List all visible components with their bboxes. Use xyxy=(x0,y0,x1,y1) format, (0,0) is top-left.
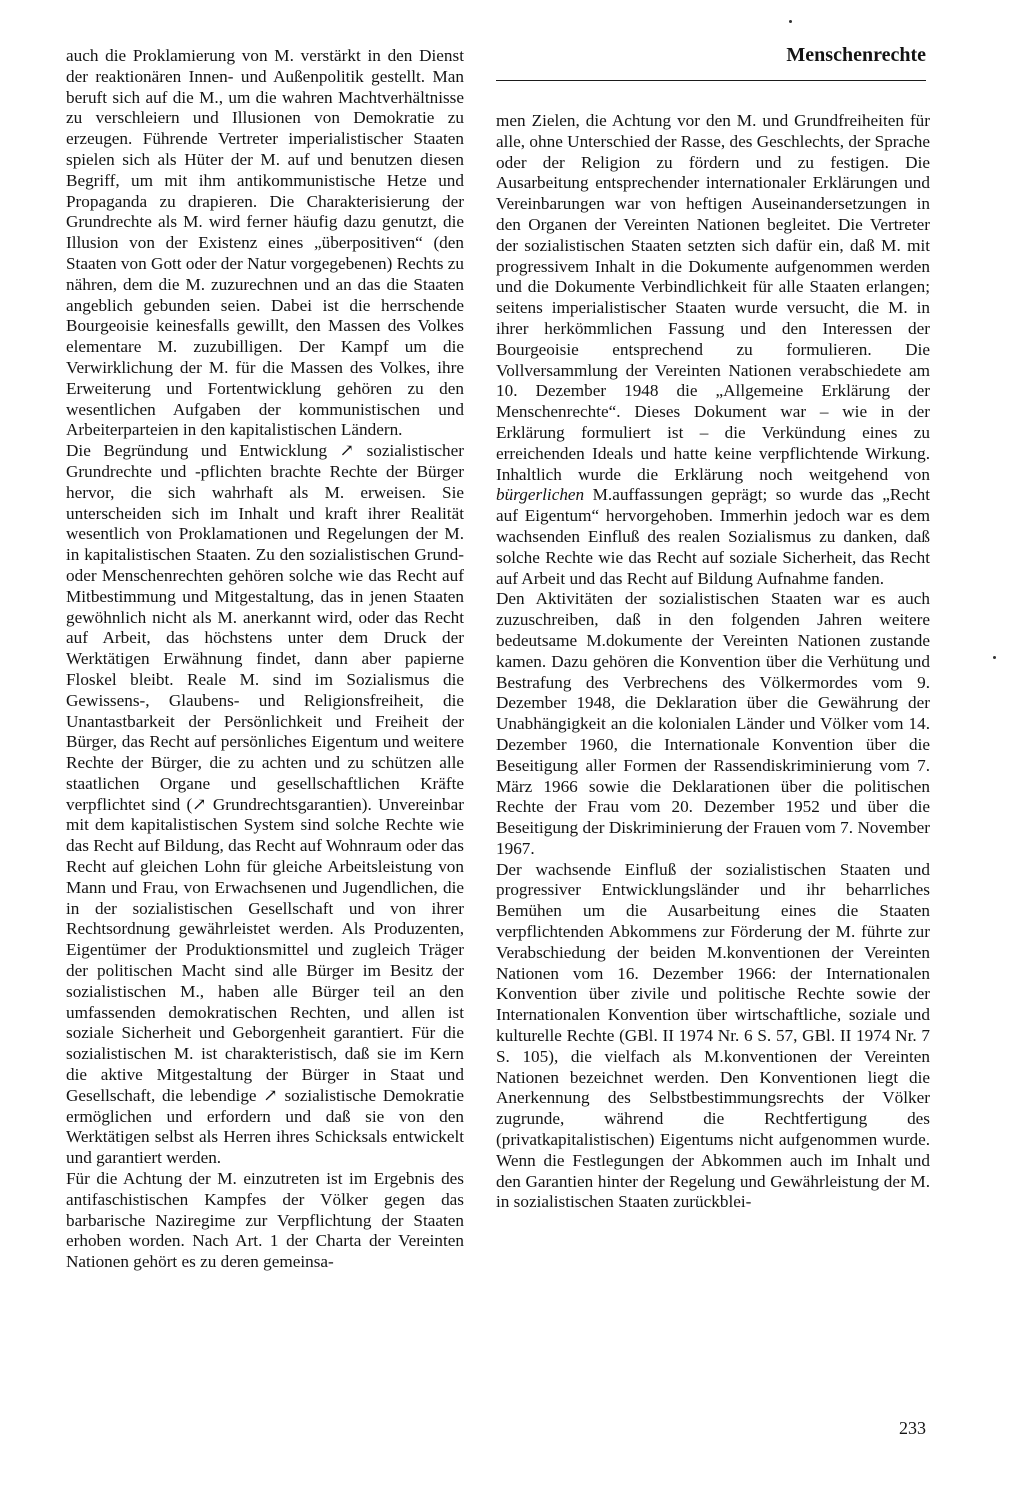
paragraph: Der wachsende Einfluß der sozialistischen Staaten und progressiver Entwicklungsländer und ihr beharrliches Bemühen um die Ausarbeitung eines die Staaten verpflichtenden Abkommens zur Förderung der M. führte zur Verabschiedung der beiden M.konventionen der Vereinten Nationen vom 16. Dezember 1966: der Internationalen Konvention über zivile und politische Rechte sowie der Internationalen Konvention über wirtschaftliche, soziale und kulturelle Rechte (GBl. II 1974 Nr. 6 S. 57, GBl. II 1974 Nr. 7 S. 105), die vielfach als M.konventionen der Vereinten Nationen bezeichnet werden. Den Konventionen liegt die Anerkennung des Selbstbestimmungsrechts der Völker zugrunde, während die Rechtfertigung des (privatkapitalistischen) Eigentums nicht aufgenommen wurde. Wenn die Festlegungen der Abkommen auch im Inhalt und den Garantien hinter der Regelung und Gewährleistung der M. in sozialistischen Staaten zurückblei- xyxy=(496,859,930,1212)
scan-speck xyxy=(789,20,792,23)
left-column xyxy=(66,46,464,1273)
header-rule xyxy=(496,80,926,81)
paragraph: Den Aktivitäten der sozialistischen Staaten war es auch zuzuschreiben, daß in den folgenden Jahren weitere bedeutsame M.dokumente der Vereinten Nationen zustande kamen. Dazu gehören die Konvention über die Verhütung und Bestrafung des Verbrechens des Völkermordes vom 9. Dezember 1948, die Deklaration über die Gewährung der Unabhängigkeit an die kolonialen Länder und Völker vom 14. Dezember 1960, die Internationale Konvention über die Beseitigung aller Formen der Rassendiskriminierung vom 7. März 1966 sowie die Deklarationen über die politischen Rechte der Frau vom 20. Dezember 1952 und über die Beseitigung der Diskriminierung der Frauen vom 7. November 1967. xyxy=(496,589,930,858)
text-run: M.auffassungen geprägt; so wurde das „Recht auf Eigentum“ hervorgehoben. Immerhin jedoch war es dem wachsenden Einfluß des realen Sozialismus zu danken, daß solche Rechte wie das Recht auf soziale Sicherheit, das Recht auf Arbeit und das Recht auf Bildung Aufnahme fanden. xyxy=(496,485,930,588)
scan-speck xyxy=(993,656,996,659)
page-number: 233 xyxy=(899,1418,926,1438)
paragraph xyxy=(496,111,930,589)
paragraph: auch die Proklamierung von M. verstärkt in den Dienst der reaktionären Innen- und Außenpolitik gestellt. Man beruft sich auf die M., um die wahren Machtverhältnisse zu verschleiern und Illusionen von Demokratie zu erzeugen. Führende Vertreter imperialistischer Staaten spielen sich als Hüter der M. auf und benutzen diesen Begriff, um mit ihm antikommunistische Hetze und Propaganda zu drapieren. Die Charakterisierung der Grundrechte als M. wird ferner häufig dazu genutzt, die Illusion von der Existenz eines „überpositiven“ (den Staaten von Gott oder der Natur vorgegebenen) Rechts zu nähren, dem die M. zuzurechnen und an das die Staaten angeblich gebunden seien. Dabei ist die herrschende Bourgeoisie keinesfalls gewillt, den Massen des Volkes elementare M. zuzubilligen. Der Kampf um die Verwirklichung der M. für die Massen des Volkes, ihre Erweiterung und Fortentwicklung gehören zu den wesentlichen Aufgaben der kommunistischen und Arbeiterparteien in den kapitalistischen Ländern. xyxy=(66,46,464,440)
running-header-title: Menschenrechte xyxy=(786,44,926,66)
emphasis: bürgerlichen xyxy=(496,485,585,505)
right-column xyxy=(496,111,930,1213)
paragraph: Die Begründung und Entwicklung ↗ sozialistischer Grundrechte und -pflichten brachte Rechte der Bürger hervor, die sich wahrhaft als M. erweisen. Sie unterscheiden sich im Inhalt und kraft ihrer Realität wesentlich von Proklamationen und Regelungen der M. in kapitalistischen Staaten. Zu den sozialistischen Grund- oder Menschenrechten gehören solche wie das Recht auf Mitbestimmung und Mitgestaltung, das in jenen Staaten gewöhnlich nicht als M. anerkannt wird, oder das Recht auf Arbeit, das höchstens unter dem Druck der Werktätigen Erwähnung findet, dann aber papierne Floskel bleibt. Reale M. sind im Sozialismus die Gewissens-, Glaubens- und Religionsfreiheit, die Unantastbarkeit der Persönlichkeit und Freiheit der Bürger, das Recht auf persönliches Eigentum und weitere Rechte der Bürger, die zu achten und zu schützen alle staatlichen Organe und gesellschaftlichen Kräfte verpflichtet sind (↗ Grundrechtsgarantien). Unvereinbar mit dem kapitalistischen System sind solche Rechte wie das Recht auf Bildung, das Recht auf Wohnraum oder das Recht auf gleichen Lohn für gleiche Arbeitsleistung von Mann und Frau, von Erwachsenen und Jugendlichen, die in der sozialistischen Gesellschaft und von ihrer Rechtsordnung gewährleistet werden. Als Produzenten, Eigentümer der Produktionsmittel und zugleich Träger der politischen Macht sind alle Bürger im Besitz der sozialistischen M., haben alle Bürger teil an den umfassenden demokratischen Rechten, und allen ist soziale Sicherheit und Geborgenheit garantiert. Für die sozialistischen M. ist charakteristisch, daß sie im Kern die aktive Mitgestaltung der Bürger in Staat und Gesellschaft, die lebendige ↗ sozialistische Demokratie ermöglichen und erfordern und daß sie von den Werktätigen selbst als Herren ihres Schicksals entwickelt und garantiert werden. xyxy=(66,441,464,1168)
paragraph: Für die Achtung der M. einzutreten ist im Ergebnis des antifaschistischen Kampfes der Völker gegen das barbarische Naziregime zur Verpflichtung der Staaten erhoben worden. Nach Art. 1 der Charta der Vereinten Nationen gehört es zu deren gemeinsa- xyxy=(66,1169,464,1272)
text-run: men Zielen, die Achtung vor den M. und Grundfreiheiten für alle, ohne Unterschied der Rasse, des Geschlechts, der Sprache oder der Religion zu fördern und zu festigen. Die Ausarbeitung entsprechender internationaler Erklärungen und Vereinbarungen war von heftigen Auseinandersetzungen in den Organen der Vereinten Nationen begleitet. Die Vertreter der sozialistischen Staaten setzten sich dafür ein, daß M. mit progressivem Inhalt in die Dokumente aufgenommen werden und die Dokumente Verbindlichkeit für alle Staaten erlangen; seitens imperialistischer Staaten wurde versucht, die M. in ihrer herkömmlichen Fassung und den Interessen der Bourgeoisie entsprechend zu formulieren. Die Vollversammlung der Vereinten Nationen verabschiedete am 10. Dezember 1948 die „Allgemeine Erklärung der Menschenrechte“. Dieses Dokument war – wie in der Erklärung formuliert ist – die Verkündung eines zu erreichenden Ideals und hatte keine verpflichtende Wirkung. Inhaltlich wurde die Erklärung noch weitgehend von xyxy=(496,111,930,484)
